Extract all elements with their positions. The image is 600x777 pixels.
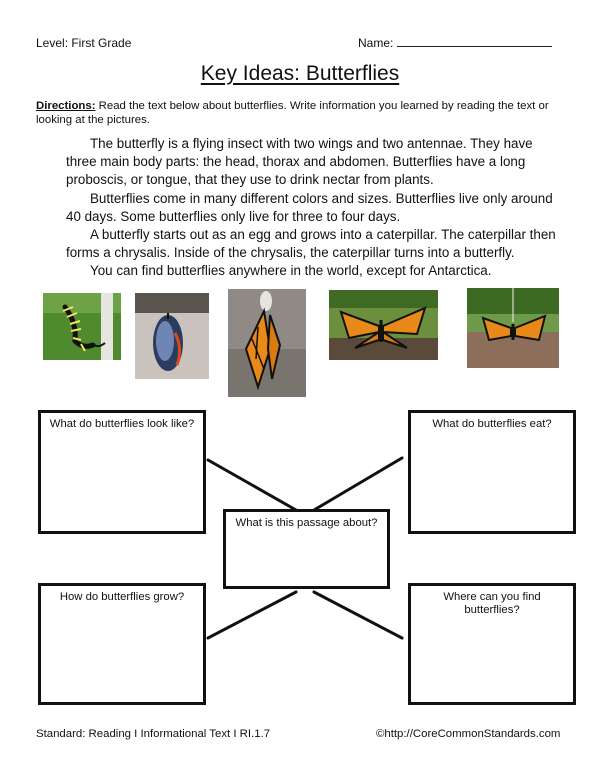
- name-label: Name:: [358, 36, 394, 50]
- passage-paragraph: The butterfly is a flying insect with two wings and two antennae. They have three main body parts: the head, thorax and abdomen. Butterflies have a long proboscis, or tongue, that they use to drink nectar from plants.: [66, 136, 533, 188]
- copyright-label: ©http://CoreCommonStandards.com: [376, 728, 561, 740]
- question-eat: What do butterflies eat?: [432, 418, 552, 430]
- directions-label: Directions:: [36, 100, 96, 112]
- answer-box-passage-about[interactable]: [223, 509, 390, 589]
- directions-text: Read the text below about butterflies. Write information you learned by reading the text or looking at the pictures.: [36, 100, 549, 126]
- answer-box-eat[interactable]: [408, 410, 576, 534]
- question-passage-about: What is this passage about?: [235, 517, 378, 529]
- question-look-like: What do butterflies look like?: [49, 418, 195, 430]
- page-title-text: Key Ideas: Butterflies: [200, 62, 400, 85]
- passage-paragraph: Butterflies come in many different colors and sizes. Butterflies live only around 40 days. Some butterflies only live for three to four days.: [66, 190, 553, 224]
- passage-paragraph: A butterfly starts out as an egg and grows into a caterpillar. The caterpillar then forms a chrysalis. Inside of the chrysalis, the caterpillar turns into a butterfly.: [66, 227, 556, 261]
- answer-box-look-like[interactable]: [38, 410, 206, 534]
- level-label: Level: First Grade: [36, 36, 132, 50]
- question-grow: How do butterflies grow?: [59, 591, 185, 603]
- passage-paragraph: You can find butterflies anywhere in the world, except for Antarctica.: [90, 263, 492, 279]
- answer-box-grow[interactable]: [38, 583, 206, 705]
- answer-box-find[interactable]: [408, 583, 576, 705]
- question-find: Where can you find butterflies?: [443, 591, 541, 616]
- standard-label: Standard: Reading I Informational Text I RI.1.7: [36, 728, 271, 740]
